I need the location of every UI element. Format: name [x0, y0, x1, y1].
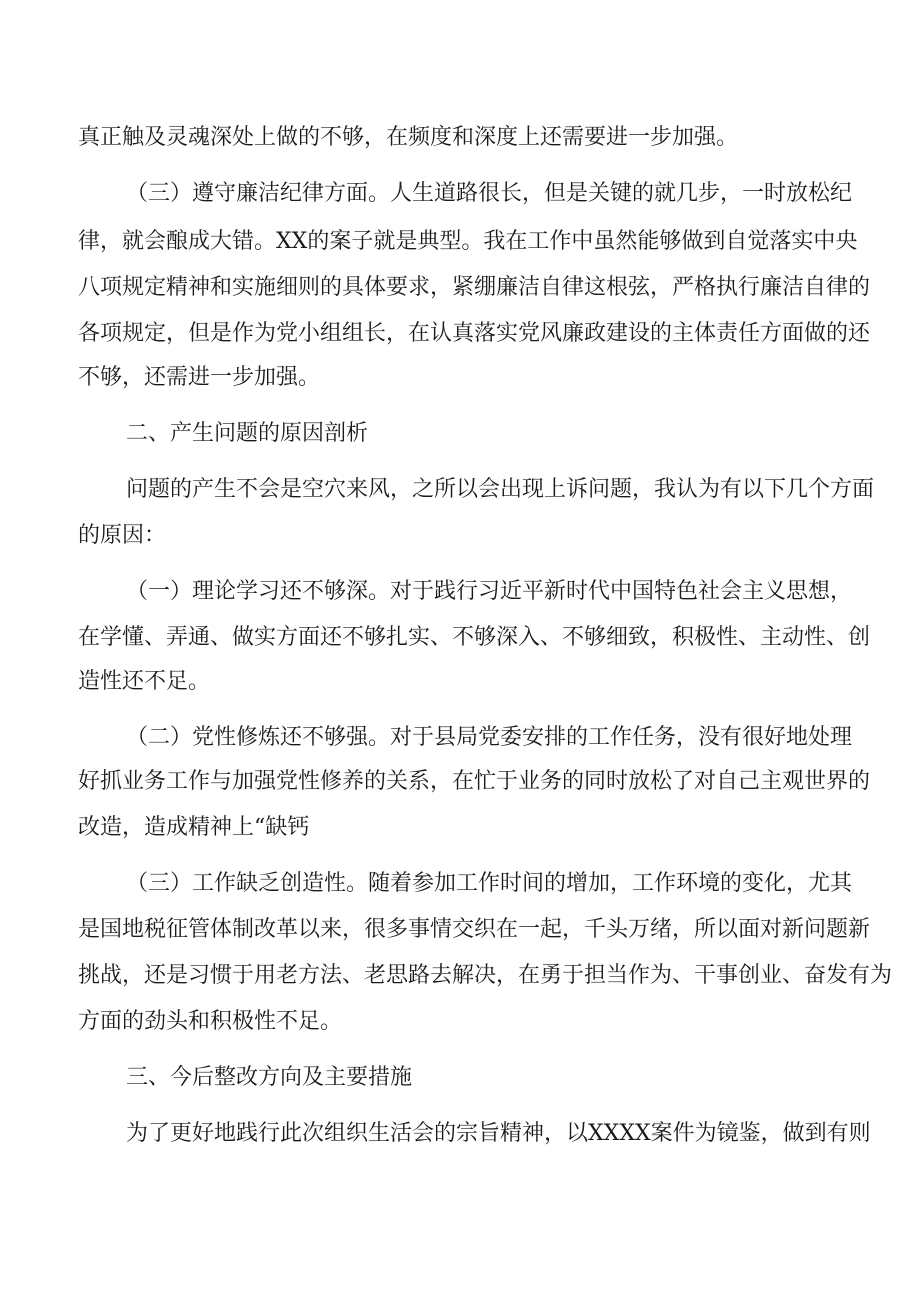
text-line-content: 八项规定精神和实施细则的具体要求，紧绷廉洁自律这根弦，严格执行廉洁自律的: [78, 275, 871, 300]
text-line: [0, 268, 920, 308]
text-line: [0, 808, 920, 848]
text-line: [0, 618, 920, 658]
text-line-content: 改造，造成精神上“缺钙: [78, 815, 310, 840]
text-line: [0, 910, 920, 950]
text-line-content: 挑战，还是习惯于用老方法、老思路去解决，在勇于担当作为、干事创业、奋发有为: [78, 963, 893, 988]
text-line-content: 各项规定，但是作为党小组组长，在认真落实党风廉政建设的主体责任方面做的还: [78, 321, 871, 346]
text-line-content: 是国地税征管体制改革以来，很多事情交织在一起，千头万绪，所以面对新问题新: [78, 917, 871, 942]
text-line-content: 方面的劲头和积极性不足。: [78, 1009, 343, 1034]
text-line-content: 真正触及灵魂深处上做的不够，在频度和深度上还需要进一步加强。: [78, 125, 739, 150]
section-heading: [0, 1058, 920, 1098]
text-line: [0, 358, 920, 398]
text-line: [0, 222, 920, 262]
text-line: [0, 470, 920, 510]
text-line-content: 在学懂、弄通、做实方面还不够扎实、不够深入、不够细致，积极性、主动性、创: [78, 625, 871, 650]
text-line-content: （三）遵守廉洁纪律方面。人生道路很长，但是关键的就几步，一时放松纪: [126, 181, 853, 206]
text-line-content: （二）党性修炼还不够强。对于县局党委安排的工作任务，没有很好地处理: [126, 725, 853, 750]
text-line-content: 好抓业务工作与加强党性修养的关系，在忙于业务的同时放松了对自己主观世界的: [78, 769, 871, 794]
text-line: [0, 314, 920, 354]
text-line: [0, 174, 920, 214]
text-line-content: 的原因：: [78, 523, 167, 548]
text-line-content: 造性还不足。: [78, 669, 211, 694]
text-line: [0, 718, 920, 758]
text-line-content: （一）理论学习还不够深。对于践行习近平新时代中国特色社会主义思想，: [126, 579, 853, 604]
section-heading-text: 三、今后整改方向及主要措施: [126, 1065, 413, 1090]
section-heading: [0, 414, 920, 454]
text-line: [0, 762, 920, 802]
text-line: [0, 956, 920, 996]
text-line: [0, 1114, 920, 1154]
text-line: [0, 1002, 920, 1042]
text-line-content: 律，就会酿成大错。XX的案子就是典型。我在工作中虽然能够做到自觉落实中央: [78, 229, 858, 254]
text-line-content: 为了更好地践行此次组织生活会的宗旨精神，以XXXX案件为镜鉴，做到有则: [126, 1121, 871, 1146]
text-line-content: 问题的产生不会是空穴来风，之所以会出现上诉问题，我认为有以下几个方面: [126, 477, 875, 502]
text-line: [0, 572, 920, 612]
section-heading-text: 二、产生问题的原因剖析: [126, 421, 369, 446]
text-line-content: 不够，还需进一步加强。: [78, 365, 321, 390]
text-line: [0, 662, 920, 702]
text-line: [0, 118, 920, 158]
text-line-content: （三）工作缺乏创造性。随着参加工作时间的增加，工作环境的变化，尤其: [126, 871, 853, 896]
text-line: [0, 516, 920, 556]
text-line: [0, 864, 920, 904]
